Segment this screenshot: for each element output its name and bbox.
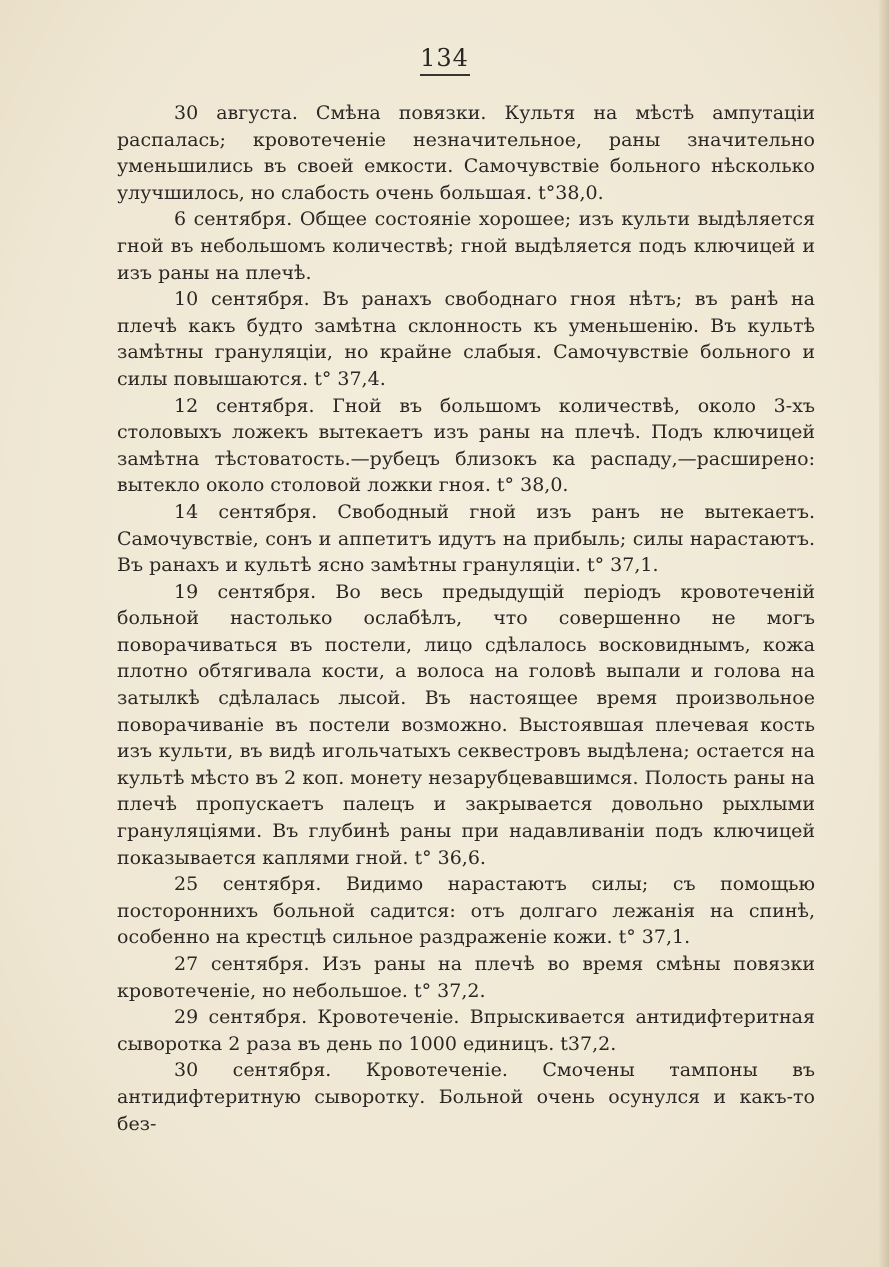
page-body <box>117 100 815 1137</box>
entry-sep-27: 27 сентября. Изъ раны на плечѣ во время смѣны повязки кровотеченіе, но небольшое. t° 37,2. <box>117 953 815 1002</box>
entry-sep-19: 19 сентября. Во весь предыдущій періодъ кровотеченій больной настолько ослабѣлъ, что совершенно не могъ поворачиваться въ постели, лицо сдѣлалось восковиднымъ, кожа плотно обтягивала кости, а волоса на головѣ выпали и голова на затылкѣ сдѣлалась лысой. Въ настоящее время произвольное поворачиваніе въ постели возможно. Выстоявшая плечевая кость изъ культи, въ видѣ игольчатыхъ секвестровъ выдѣлена; остается на культѣ мѣсто въ 2 коп. монету незарубцевавшимся. Полость раны на плечѣ пропускаетъ палецъ и закрывается довольно рыхлыми грануляціями. Въ глубинѣ раны при надавливаніи подъ ключицей показывается каплями гной. t° 36,6. <box>117 580 815 869</box>
page-edge <box>879 0 889 1267</box>
entry-sep-6: 6 сентября. Общее состояніе хорошее; изъ культи выдѣляется гной въ небольшомъ количествѣ; гной выдѣляется подъ ключицей и изъ раны на плечѣ. <box>117 208 815 284</box>
entry-aug-30: 30 августа. Смѣна повязки. Культя на мѣстѣ ампутаціи распалась; кровотеченіе незначительное, раны значительно уменьшились въ своей емкости. Самочувствіе больного нѣсколько улучшилось, но слабость очень большая. t°38,0. <box>117 102 815 204</box>
entry-sep-14: 14 сентября. Свободный гной изъ ранъ не вытекаетъ. Самочувствіе, сонъ и аппетитъ идутъ на прибыль; силы нарастаютъ. Въ ранахъ и культѣ ясно замѣтны грануляціи. t° 37,1. <box>117 500 815 577</box>
page-number-rule <box>420 74 470 76</box>
entry-sep-30: 30 сентября. Кровотеченіе. Смочены тампоны въ антидифтеритную сыворотку. Больной очень осунулся и какъ-то без- <box>117 1059 815 1135</box>
entry-sep-12: 12 сентября. Гной въ большомъ количествѣ, около 3-хъ столовыхъ ложекъ вытекаетъ изъ раны на плечѣ. Подъ ключицей замѣтна тѣстоватость.—рубецъ близокъ ка распаду,—расширено: вытекло около столовой ложки гноя. t° 38,0. <box>117 394 815 497</box>
entry-sep-10: 10 сентября. Въ ранахъ свободнаго гноя нѣтъ; въ ранѣ на плечѣ какъ будто замѣтна склонность къ уменьшенію. Въ культѣ замѣтны грануляціи, но крайне слабыя. Самочувствіе больного и силы повышаются. t° 37,4. <box>117 288 815 390</box>
page-number: 134 <box>420 44 469 72</box>
entry-sep-29: 29 сентября. Кровотеченіе. Впрыскивается антидифтеритная сыворотка 2 раза въ день по 1000 единицъ. t37,2. <box>117 1006 815 1055</box>
entry-sep-25: 25 сентября. Видимо нарастаютъ силы; съ помощью постороннихъ больной садится: отъ долгаго лежанія на спинѣ, особенно на крестцѣ сильное раздраженіе кожи. t° 37,1. <box>117 873 815 949</box>
